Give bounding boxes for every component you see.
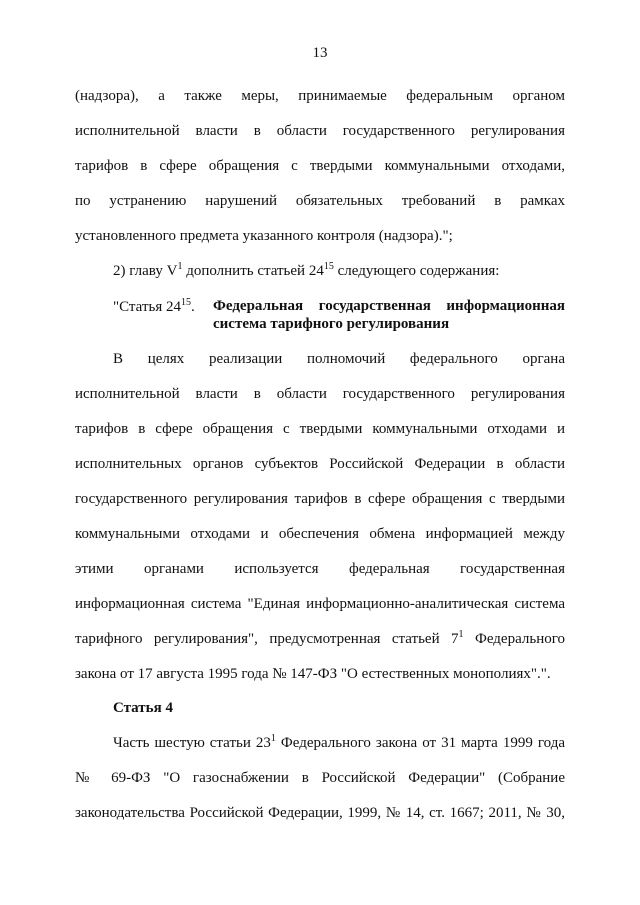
text-line: В целях реализации полномочий федерального органа	[113, 351, 565, 367]
amendment-item-2: 2) главу $V^1$ дополнить статьей $24^{15}$ следующего содержания:	[113, 261, 500, 279]
text-line: по устранению нарушений обязательных требований в рамках	[75, 193, 565, 209]
page-number: 13	[312, 45, 328, 61]
text-line: информационная система "Единая информационно-аналитическая система	[75, 596, 565, 612]
text-line: (надзора), а также меры, принимаемые федеральным органом	[75, 88, 565, 104]
article-4-heading: Статья 4	[113, 700, 173, 716]
text-line: коммунальными отходами и обеспечения обмена информацией между	[75, 526, 565, 542]
text-line-with-superscript: тарифного регулирования", предусмотренная статьей $7^1$ Федерального	[75, 629, 566, 647]
text-line: законодательства Российской Федерации, 1999, № 14, ст. 1667; 2011, № 30,	[75, 805, 565, 821]
text-line: исполнительных органов субъектов Российской Федерации в области	[75, 456, 565, 472]
text-line: этими органами используется федеральная государственная	[75, 561, 565, 577]
text-line: тарифов в сфере обращения с твердыми коммунальными отходами,	[75, 158, 565, 174]
text-line: исполнительной власти в области государственного регулирования	[75, 386, 565, 402]
text-line: государственного регулирования тарифов в сфере обращения с твердыми	[75, 491, 565, 507]
article-24-15-title-line1: Федеральная государственная информационная	[213, 298, 565, 314]
article-24-15-label: "Статья $24^{15}$.	[113, 297, 195, 315]
text-line: тарифов в сфере обращения с твердыми коммунальными отходами и	[75, 421, 565, 437]
text-line-with-superscript: Часть шестую статьи $23^1$ Федерального закона от 31 марта 1999 года	[113, 733, 565, 751]
text-line: установленного предмета указанного контроля (надзора).";	[75, 228, 453, 244]
text-line: закона от 17 августа 1995 года № 147-ФЗ "О естественных монополиях".".	[75, 666, 551, 682]
article-24-15-title-line2: система тарифного регулирования	[213, 316, 450, 332]
text-line: исполнительной власти в области государственного регулирования	[75, 123, 565, 139]
text-line: № 69-ФЗ "О газоснабжении в Российской Федерации" (Собрание	[75, 770, 565, 786]
